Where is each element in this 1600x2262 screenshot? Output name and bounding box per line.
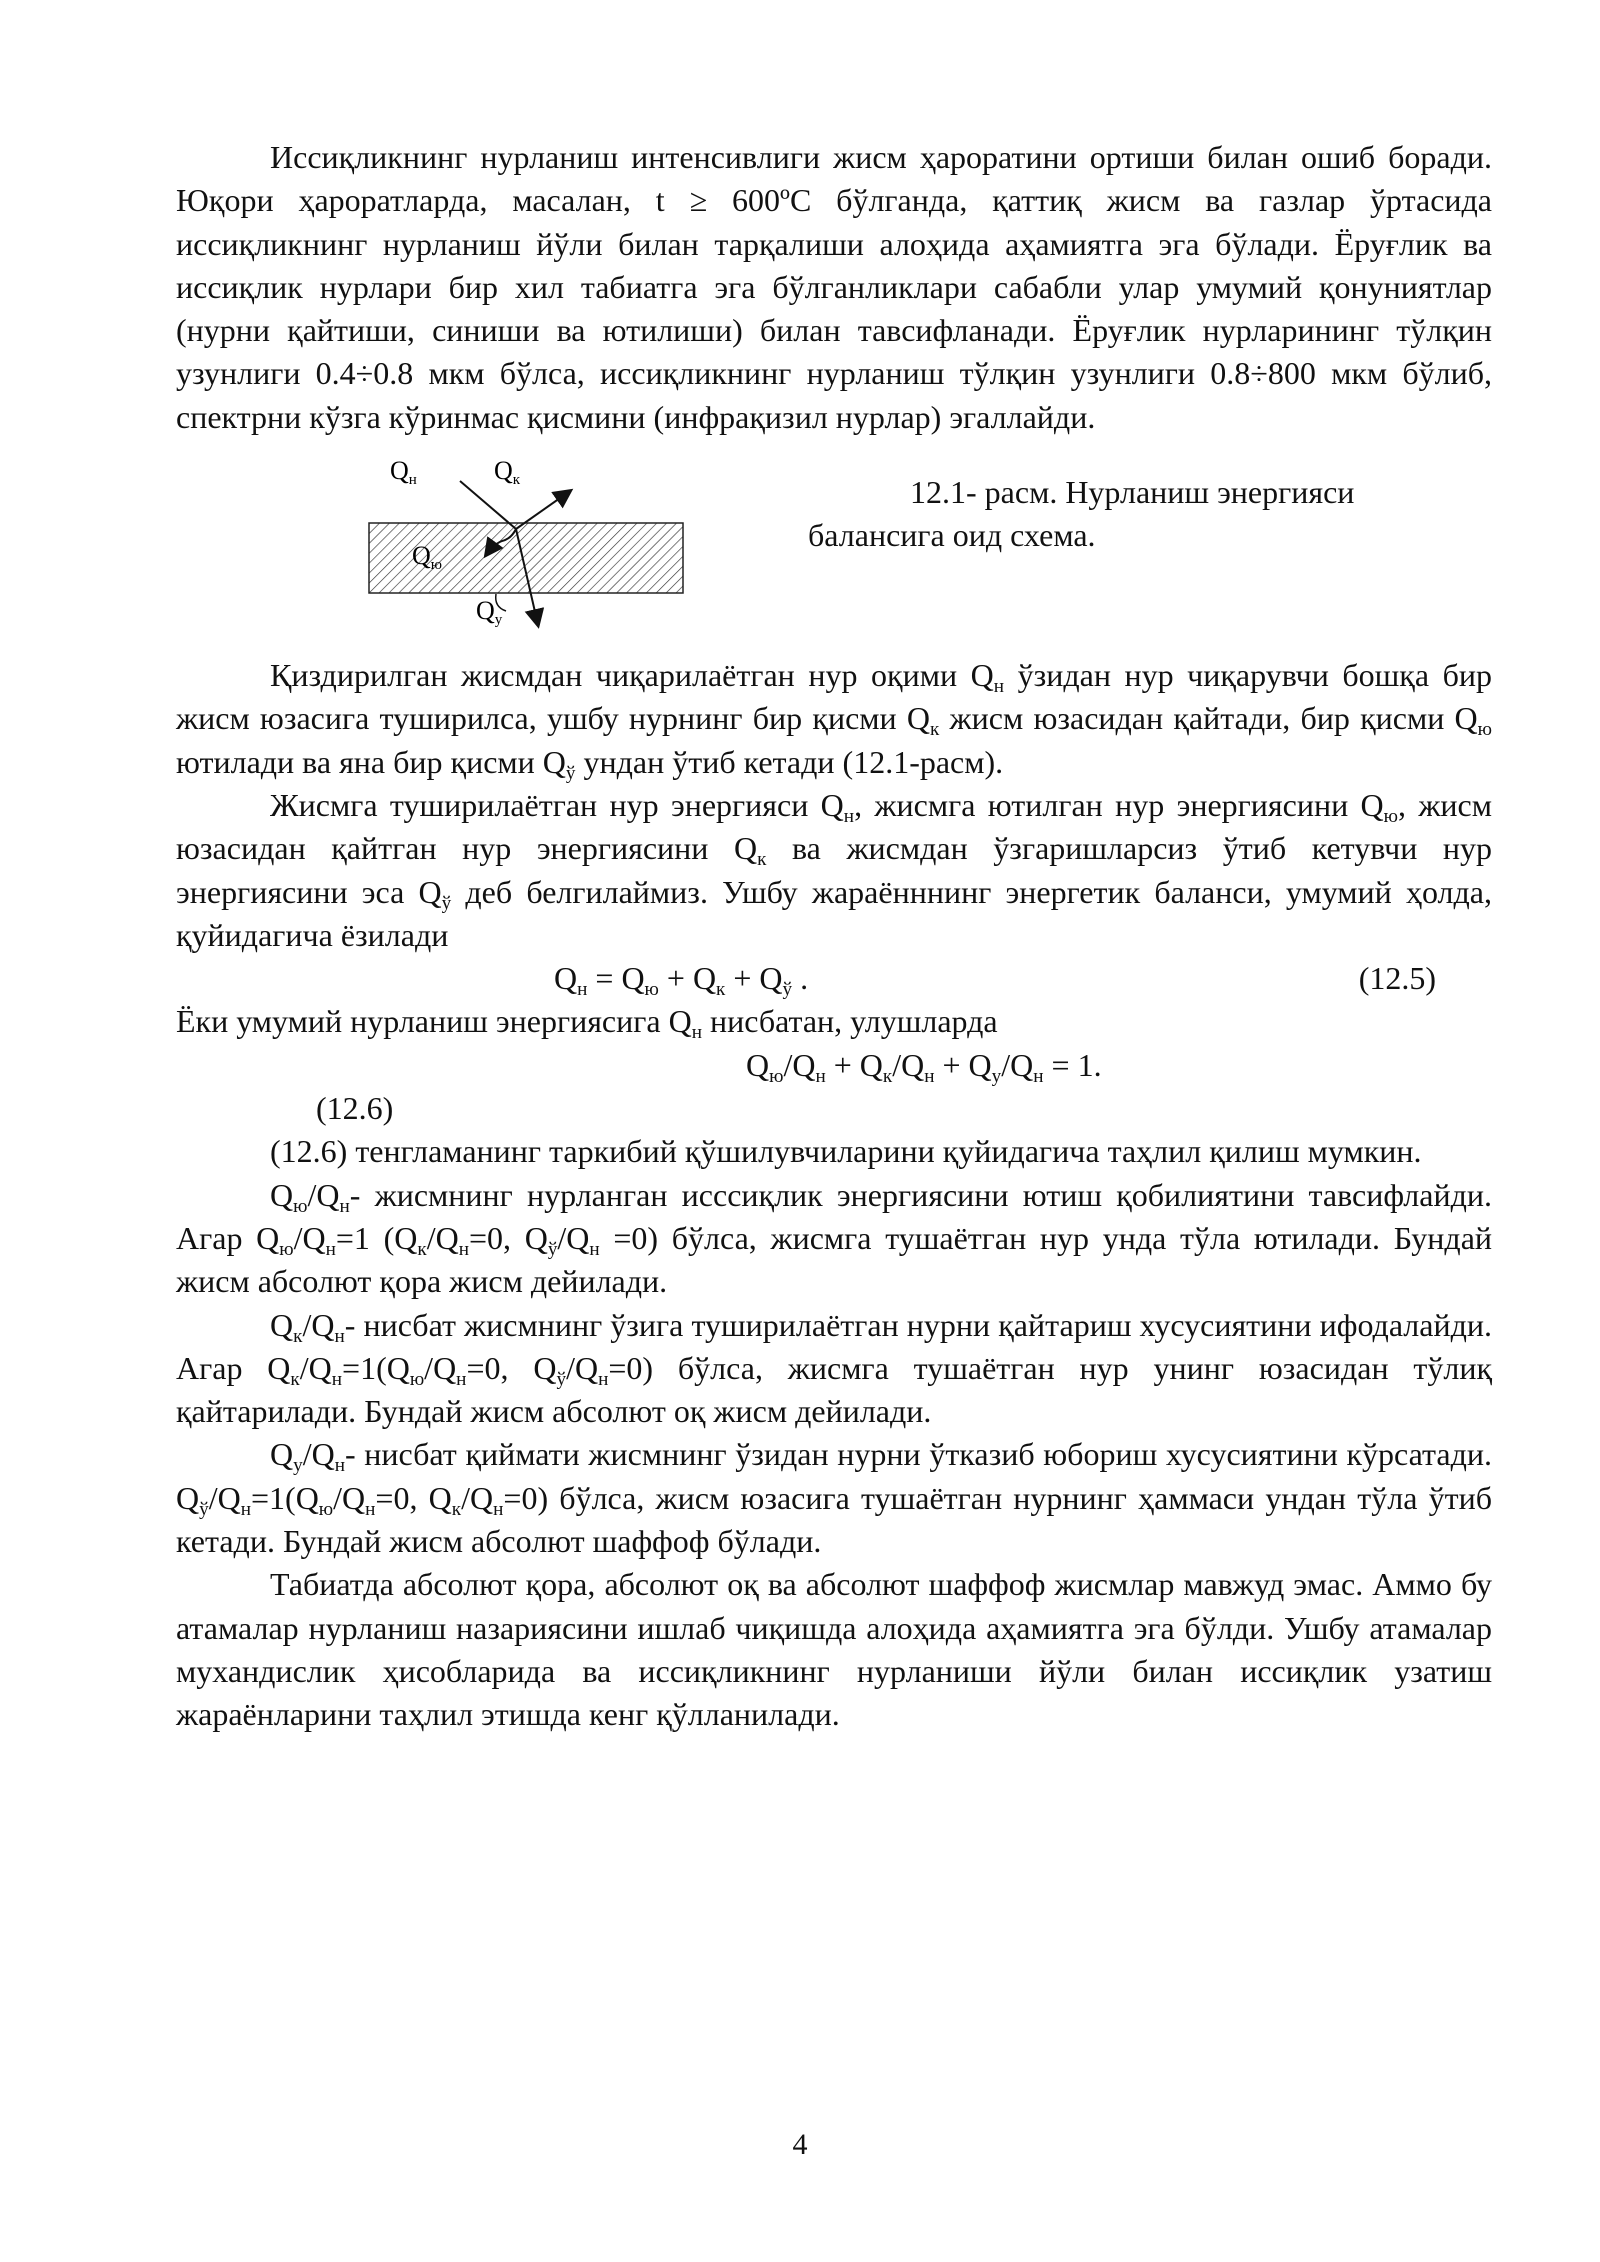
paragraph-2: Қиздирилган жисмдан чиқарилаётган нур оқими $Q_н$ ўзидан нур чиқарувчи бошқа бир жисм юзасига туширилса, ушбу нурнинг бир қисми $Q_к$ жисм юзасидан қайтади, бир қисми $Q_ю$ ютилади ва яна бир қисми $Q_ў$ ундан ўтиб кетади (12.1-расм). <box>176 657 1493 784</box>
label-qn: Qн <box>390 456 417 489</box>
paragraph-3: Жисмга туширилаётган нур энергияси $Q_н$, жисмга ютилган нур энергиясини $Q_ю$, жисм юзасидан қайтган нур энергиясини $Q_к$ ва жисмдан ўзгаришларсиз ўтиб кетувчи нур энергиясини эса $Q_ў$ деб белгилаймиз. Ушбу жараённнинг энергетик баланси, умумий ҳолда, қуйидагича ёзилади <box>176 786 1493 953</box>
paragraph-1: Иссиқликнинг нурланиш интенсивлиги жисм ҳароратини ортиши билан ошиб боради. Юқори ҳароратларда, масалан, t ≥ 600ºС бўлганда, қаттиқ жисм ва газлар ўртасида иссиқликнинг нурланиш йўли билан тарқалиши алоҳида аҳамиятга эга бўлади. Ёруғлик ва иссиқлик нурлари бир хил табиатга эга бўлганликлари сабабли улар умумий қонуниятлар (нурни қайтиши, синиши ва ютилиши) билан тавсифланади. Ёруғлик нурларининг тўлқин узунлиги 0.4÷0.8 мкм бўлса, иссиқликнинг нурланиш тўлқин узунлиги 0.8÷800 мкм бўлиб, спектрни кўзга кўринмас қисмини (инфрақизил нурлар) эгаллайди. <box>176 139 1492 435</box>
incident-ray <box>460 481 516 529</box>
caption-line-2: балансига оид схема. <box>808 517 1096 554</box>
paragraph-9: Табиатда абсолют қора, абсолют оқ ва абсолют шаффоф жисмлар мавжуд эмас. Аммо бу атамалар нурланиш назариясини ишлаб чиқишда алоҳида аҳамиятга эга бўлди. Ушбу атамалар мухандислик ҳисобларида ва иссиқликнинг нурланиши йўли билан иссиқлик узатиш жараёнларини таҳлил этишда кенг қўлланилади. <box>176 1566 1492 1733</box>
transmitted-curl <box>496 594 506 611</box>
caption-line-1: 12.1- расм. Нурланиш энергияси <box>910 474 1355 511</box>
figure-12-1 <box>176 449 1492 654</box>
equation-12-6-formula: $Q_ю/Q_н + Q_к/Q_н + Q_у/Q_н = 1$. <box>746 1046 1102 1087</box>
figure-caption <box>808 471 1508 558</box>
label-qu: Qу <box>476 596 503 629</box>
paragraph-8: $Q_у/Q_н-$ нисбат қиймати жисмнинг ўзидан нурни ўтказиб юбориш хусусиятини кўрсатади. $Q_ў/Q_н=1(Q_ю/Q_н=0$, $Q_к/Q_н=0$) бўлса, жисм юзасига тушаётган нурнинг ҳаммаси ундан тўла ўтиб кетади. Бундай жисм абсолют шаффоф бўлади. <box>176 1436 1493 1560</box>
equation-12-5-formula: $Q_н = Q_ю + Q_к + Q_ў$ . <box>554 960 809 1000</box>
equation-12-5 <box>176 957 1492 1000</box>
document-page <box>176 136 1492 1737</box>
label-qyu: Qю <box>412 541 442 574</box>
equation-12-5-number: (12.5) <box>1358 960 1436 997</box>
equation-12-6-number: (12.6) <box>316 1090 394 1127</box>
paragraph-5: (12.6) тенгламанинг таркибий қўшилувчиларини қуйидагича таҳлил қилиш мумкин. <box>270 1133 1422 1170</box>
radiation-balance-diagram <box>176 449 736 654</box>
label-qk: Qк <box>494 456 521 489</box>
paragraph-6: $Q_ю/Q_н-$ жисмнинг нурланган исссиқлик энергиясини ютиш қобилиятини тавсифлайди. Агар $Q_ю/Q_н=1$ ($Q_к/Q_н=0$, $Q_ў/Q_н =0$) бўлса, жисмга тушаётган нур унда тўла ютилади. Бундай жисм абсолют қора жисм дейилади. <box>176 1176 1493 1300</box>
paragraph-4: Ёки умумий нурланиш энергиясига $Q_н$ нисбатан, улушларда <box>176 1003 998 1044</box>
paragraph-7: $Q_к/Q_н-$ нисбат жисмнинг ўзига туширилаётган нурни қайтариш хусусиятини ифодалайди. Агар $Q_к/Q_н=1(Q_ю/Q_н=0$, $Q_ў/Q_н=0$) бўлса, жисмга тушаётган нур унинг юзасидан тўлиқ қайтарилади. Бундай жисм абсолют оқ жисм дейилади. <box>176 1306 1493 1430</box>
page-number: 4 <box>792 2128 808 2161</box>
